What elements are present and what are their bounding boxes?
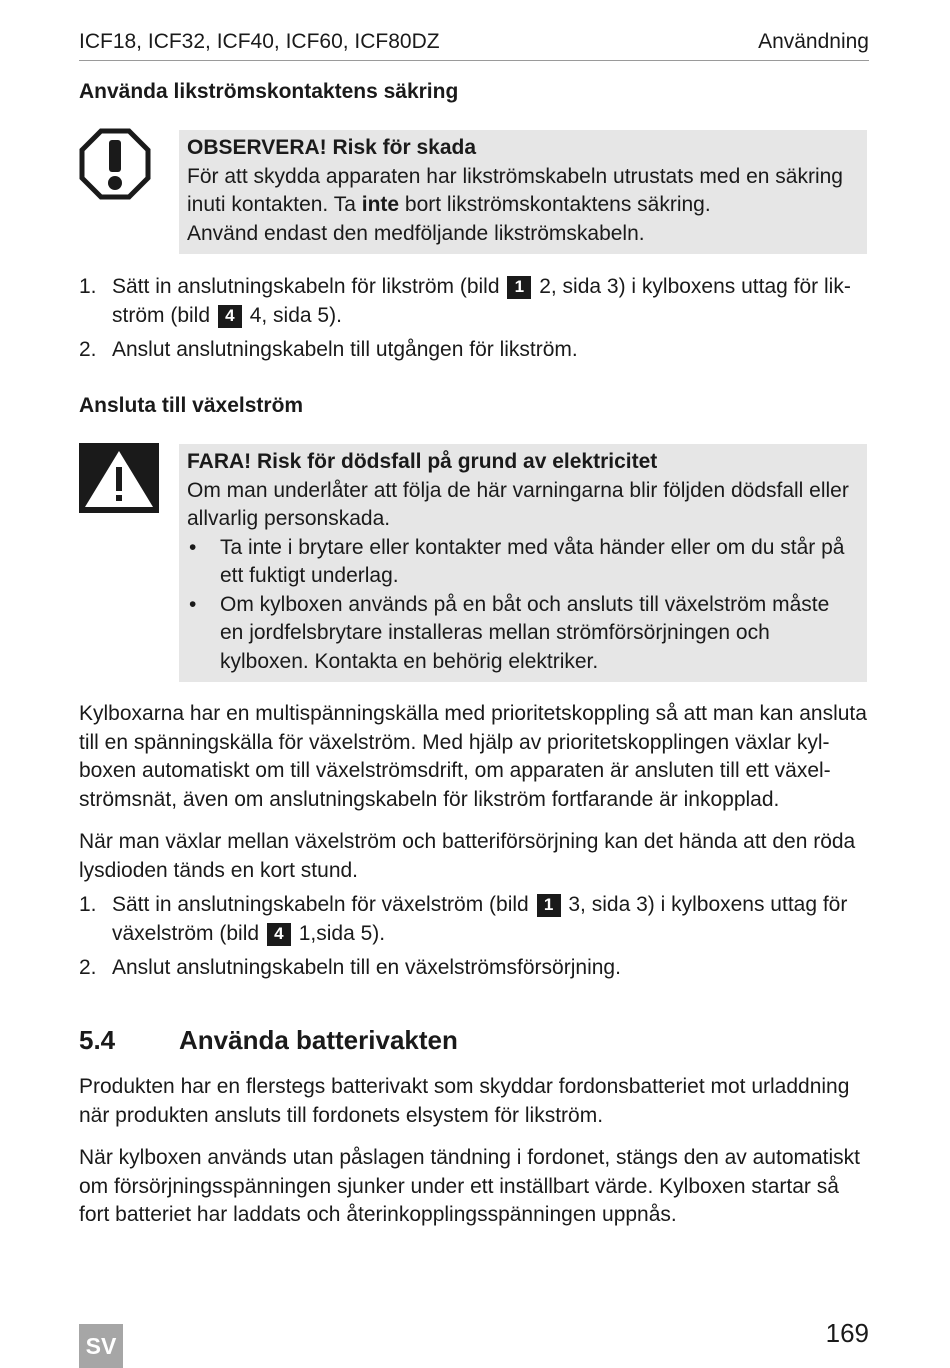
page-header bbox=[79, 30, 869, 61]
header-model: ICF18, ICF32, ICF40, ICF60, ICF80DZ bbox=[79, 30, 440, 53]
notice-line1b: inuti kontakten. Ta inte bort likströmskontaktens säkring. bbox=[187, 193, 711, 216]
list-item: 2. Anslut anslutningskabeln till utgången för likström. bbox=[79, 338, 578, 361]
figure-badge: 4 bbox=[218, 305, 242, 328]
list-item: 2. Anslut anslutningskabeln till en växelströmsförsörjning. bbox=[79, 956, 621, 979]
warning-triangle-icon bbox=[79, 443, 159, 518]
list-item: 1. Sätt in anslutningskabeln för växelström (bild 1 3, sida 3) i kylboxens uttag för växelström (bild 4 1,sida 5). bbox=[79, 893, 848, 945]
warning-bullets bbox=[187, 534, 857, 677]
battery-paragraph-1: Produkten har en flerstegs batterivakt som skyddar fordonsbatteriet mot urladdning när produkten ansluts till fordonets elsystem för likström. bbox=[79, 1075, 850, 1127]
notice-emphasis: inte bbox=[361, 193, 400, 216]
warning-text: Om man underlåter att följa de här varningarna blir följden dödsfall eller allvarlig personskada. bbox=[187, 478, 849, 530]
notice-line2: Använd endast den medföljande likströmskabeln. bbox=[187, 221, 645, 245]
exclamation-octagon-icon bbox=[79, 128, 151, 205]
section-heading-5-4 bbox=[79, 1025, 458, 1056]
figure-badge: 1 bbox=[537, 894, 561, 917]
ac-paragraph-1: Kylboxarna har en multispänningskälla med prioritetskoppling så att man kan ansluta till en spänningskälla för växelström. Med hjälp av prioritetskopplingen växlar kylboxen automatiskt om till växelströmsdrift, om apparaten är ansluten till ett växelströmsnät, även om anslutningskabeln för likström fortfarande är inkopplad. bbox=[79, 702, 867, 811]
heading-dc-fuse: Använda likströmskontaktens säkring bbox=[79, 80, 459, 103]
dc-steps-list bbox=[79, 273, 869, 371]
header-section: Användning bbox=[758, 30, 869, 53]
warning-box bbox=[179, 444, 867, 682]
notice-line1a: För att skydda apparaten har likströmskabeln utrustats med en säkring bbox=[187, 164, 843, 188]
heading-ac: Ansluta till växelström bbox=[79, 394, 304, 417]
ac-paragraph-2: När man växlar mellan växelström och batteriförsörjning kan det hända att den röda lysdioden tänds en kort stund. bbox=[79, 830, 856, 882]
section-number: 5.4 bbox=[79, 1025, 116, 1055]
warning-title: FARA! Risk för dödsfall på grund av elektricitet bbox=[187, 450, 658, 473]
ac-steps-list bbox=[79, 891, 869, 989]
section-title: Använda batterivakten bbox=[179, 1025, 458, 1055]
figure-badge: 1 bbox=[507, 276, 531, 299]
notice-title: OBSERVERA! Risk för skada bbox=[187, 136, 477, 159]
language-tab: SV bbox=[79, 1324, 123, 1368]
list-item: • Ta inte i brytare eller kontakter med våta händer eller om du står på ett fuktigt underlag. bbox=[189, 535, 845, 587]
battery-paragraph-2: När kylboxen används utan påslagen tändning i fordonet, stängs den av automatiskt om försörjningsspänningen sjunker under ett inställbart värde. Kylboxen startar så fort batteriet har laddats och återinkopplingsspänningen uppnås. bbox=[79, 1146, 861, 1226]
list-item: 1. Sätt in anslutningskabeln för likström (bild 1 2, sida 3) i kylboxens uttag för lik- ström (bild 4 4, sida 5). bbox=[79, 275, 851, 327]
figure-badge: 4 bbox=[267, 923, 291, 946]
page-number: 169 bbox=[825, 1318, 869, 1348]
notice-box bbox=[179, 130, 867, 254]
list-item: • Om kylboxen används på en båt och ansluts till växelström måste en jordfelsbrytare installeras mellan strömförsörjningen och kylboxen. Kontakta en behörig elektriker. bbox=[189, 592, 830, 673]
